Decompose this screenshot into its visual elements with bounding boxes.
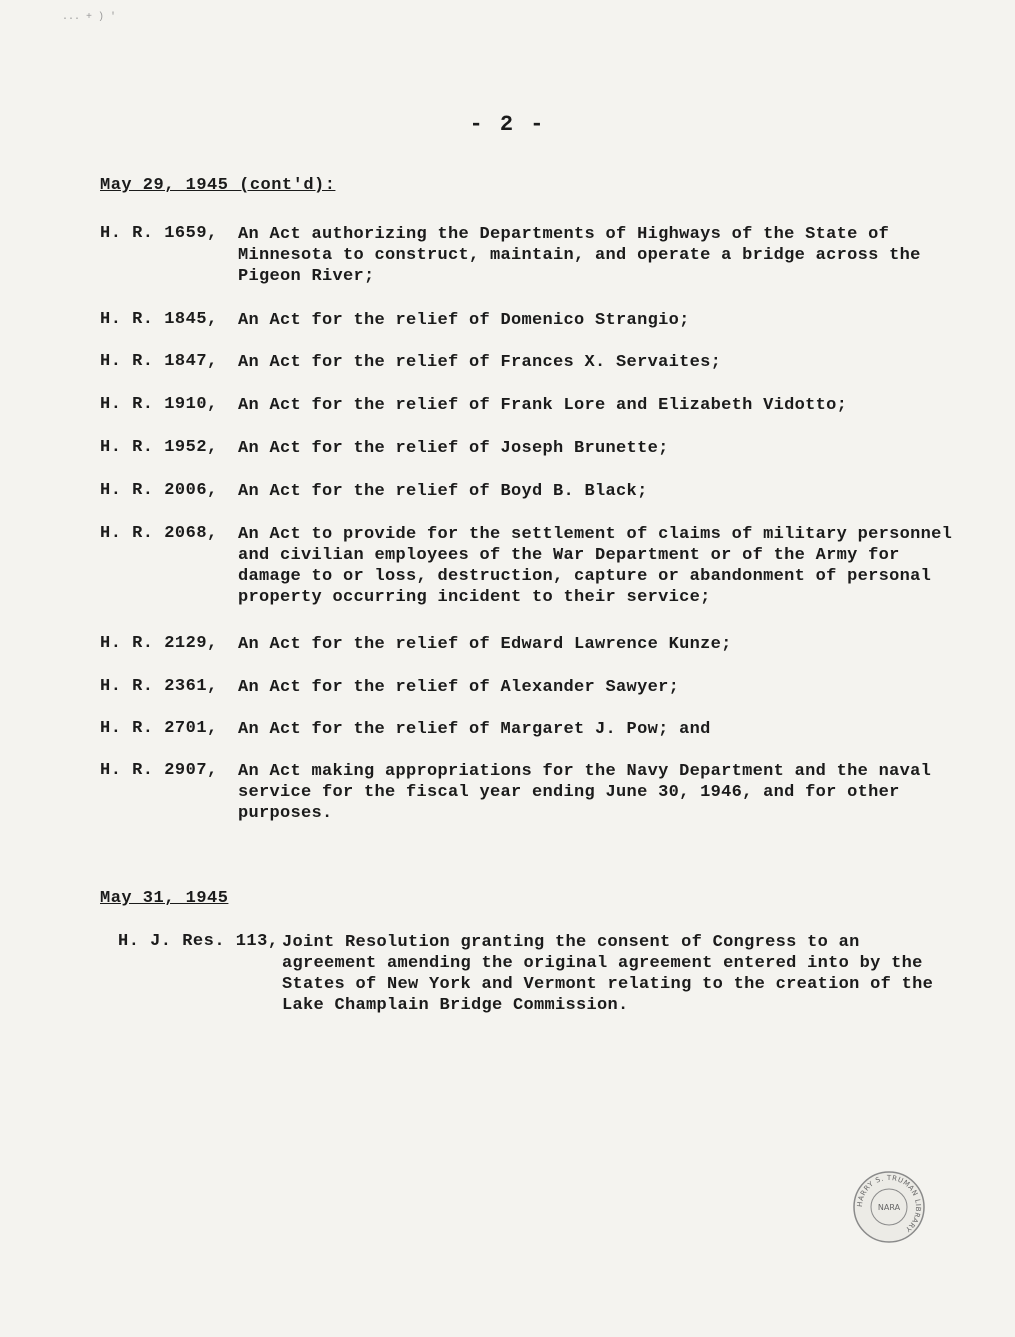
- resolution-number: H. J. Res. 113,: [118, 932, 279, 951]
- bill-number: H. R. 1845,: [100, 310, 218, 329]
- section-heading-may-31: May 31, 1945: [100, 889, 229, 908]
- page-number: - 2 -: [469, 112, 546, 137]
- corner-mark: ... + ) ': [62, 12, 117, 23]
- bill-description: An Act for the relief of Frances X. Servaites;: [238, 353, 722, 372]
- bill-description: An Act for the relief of Alexander Sawyer;: [238, 678, 680, 697]
- bill-description: An Act for the relief of Margaret J. Pow; and: [238, 720, 711, 739]
- bill-number: H. R. 2068,: [100, 524, 218, 543]
- bill-number: H. R. 1910,: [100, 395, 218, 414]
- bill-description: An Act authorizing the Departments of Highways of the State of Minnesota to construct, maintain, and operate a bridge across the Pigeon River;: [238, 225, 921, 286]
- bill-description: An Act for the relief of Edward Lawrence Kunze;: [238, 635, 732, 654]
- stamp-inner-text: NARA: [877, 1203, 901, 1212]
- bill-description: An Act making appropriations for the Navy Department and the naval service for the fiscal year ending June 30, 1946, and for other purposes.: [238, 762, 932, 823]
- bill-number: H. R. 1659,: [100, 224, 218, 243]
- bill-description: An Act to provide for the settlement of claims of military personnel and civilian employees of the War Department or of the Army for damage to or loss, destruction, capture or abandonment of personal property occurring incident to their service;: [238, 525, 953, 607]
- bill-description: An Act for the relief of Frank Lore and Elizabeth Vidotto;: [238, 396, 848, 415]
- bill-description: An Act for the relief of Boyd B. Black;: [238, 482, 648, 501]
- bill-number: H. R. 2129,: [100, 634, 218, 653]
- bill-number: H. R. 2907,: [100, 761, 218, 780]
- bill-number: H. R. 2006,: [100, 481, 218, 500]
- library-stamp-icon: [852, 1170, 926, 1244]
- bill-number: H. R. 1847,: [100, 352, 218, 371]
- stamp-outer-text: HARRY S. TRUMAN LIBRARY: [855, 1173, 923, 1234]
- bill-number: H. R. 1952,: [100, 438, 218, 457]
- bill-description: An Act for the relief of Joseph Brunette;: [238, 439, 669, 458]
- bill-number: H. R. 2361,: [100, 677, 218, 696]
- bill-description: An Act for the relief of Domenico Strangio;: [238, 311, 690, 330]
- bill-number: H. R. 2701,: [100, 719, 218, 738]
- section-heading-may-29: May 29, 1945 (cont'd):: [100, 176, 336, 195]
- resolution-description: Joint Resolution granting the consent of Congress to an agreement amending the original agreement entered into by the States of New York and Vermont relating to the creation of the Lake Champlain Bridge Commission.: [282, 933, 934, 1015]
